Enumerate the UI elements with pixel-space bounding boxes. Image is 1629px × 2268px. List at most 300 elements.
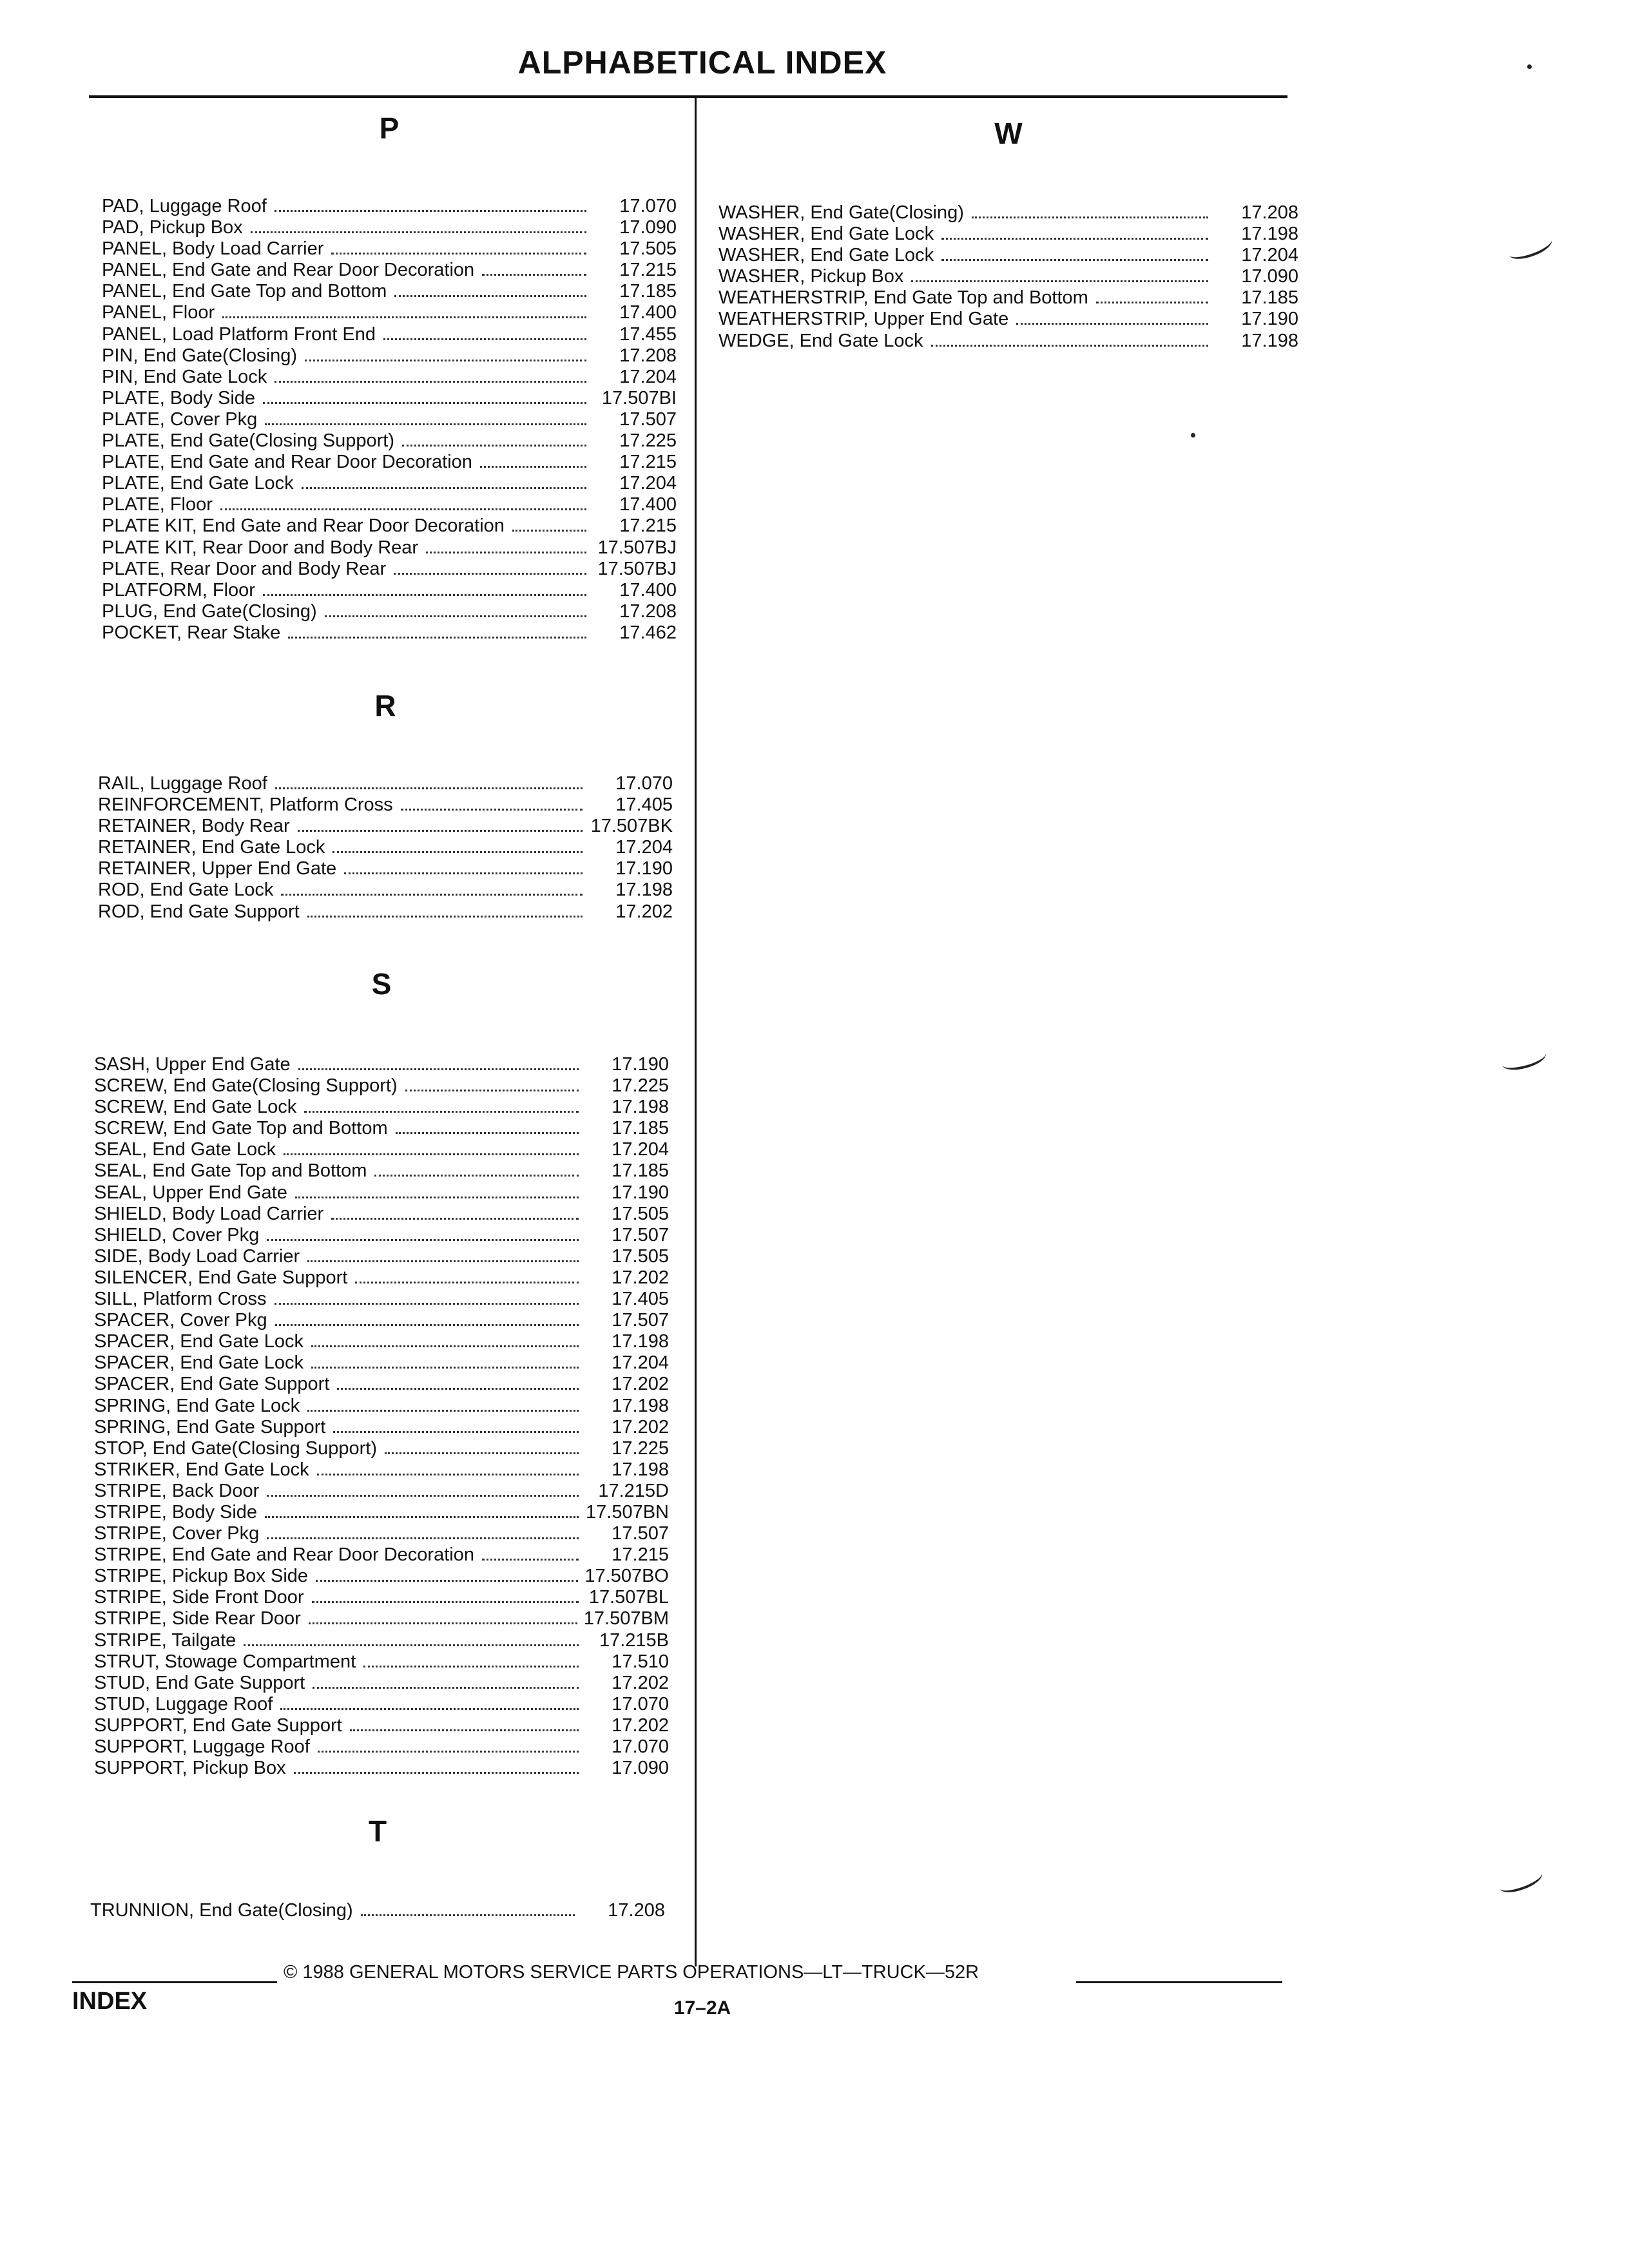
dot-leader	[263, 402, 586, 404]
index-entry	[102, 217, 677, 238]
entry-name: SASH, Upper End Gate	[94, 1054, 291, 1075]
dot-leader	[309, 1622, 577, 1624]
entry-name: STRUT, Stowage Compartment	[94, 1651, 356, 1672]
dot-leader	[280, 1708, 579, 1710]
entry-page: 17.208	[608, 1900, 665, 1921]
dot-leader	[1016, 323, 1208, 325]
dot-leader	[911, 280, 1208, 282]
column-divider	[695, 98, 697, 1966]
entry-page: 17.185	[612, 1160, 669, 1182]
entry-page: 17.202	[612, 1267, 669, 1288]
entry-name: WEDGE, End Gate Lock	[718, 330, 923, 351]
dot-leader	[267, 1495, 579, 1497]
dot-leader	[941, 238, 1208, 240]
index-entry	[94, 1544, 669, 1566]
dot-leader	[298, 1068, 579, 1070]
dot-leader	[361, 1914, 575, 1916]
dot-leader	[222, 316, 586, 318]
entry-name: PLATE KIT, End Gate and Rear Door Decoration	[102, 515, 505, 537]
dot-leader	[401, 809, 583, 811]
dot-leader	[305, 360, 586, 361]
entry-page: 17.198	[612, 1331, 669, 1352]
dot-leader	[337, 1388, 579, 1390]
dot-leader	[344, 872, 583, 874]
index-entry	[94, 1160, 669, 1182]
dot-leader	[311, 1367, 579, 1369]
dot-leader	[263, 594, 586, 596]
index-entry	[94, 1289, 669, 1310]
dot-leader	[267, 1537, 579, 1539]
dot-leader	[394, 573, 586, 575]
entry-name: SPACER, End Gate Support	[94, 1374, 330, 1395]
entry-name: SPACER, Cover Pkg	[94, 1310, 267, 1331]
entry-page: 17.507BM	[583, 1608, 669, 1629]
dot-leader	[295, 1196, 579, 1198]
entry-page: 17.225	[612, 1075, 669, 1097]
index-entry	[102, 302, 677, 323]
dot-leader	[383, 338, 586, 340]
index-entry	[94, 1352, 669, 1374]
entry-page: 17.400	[619, 579, 677, 601]
entry-page: 17.505	[619, 238, 677, 260]
entry-page: 17.198	[1241, 224, 1298, 245]
dot-leader	[265, 423, 586, 425]
index-entry	[102, 260, 677, 281]
section-w	[718, 116, 1298, 352]
dot-leader	[275, 1303, 579, 1305]
entry-page: 17.202	[615, 901, 673, 922]
entry-name: PAD, Pickup Box	[102, 217, 243, 238]
entry-name: PLATE, Floor	[102, 494, 213, 515]
entry-name: STRIPE, Body Side	[94, 1501, 258, 1523]
index-entry	[94, 1139, 669, 1160]
entry-name: PLATE, End Gate Lock	[102, 473, 294, 494]
dot-leader	[294, 1772, 579, 1774]
speck-mark	[1191, 433, 1195, 437]
index-entry	[94, 1310, 669, 1331]
entry-page: 17.225	[612, 1437, 669, 1459]
dot-leader	[374, 1175, 579, 1177]
entry-page: 17.198	[612, 1097, 669, 1118]
index-entry	[94, 1608, 669, 1629]
dot-leader	[307, 1260, 579, 1262]
section-letter: T	[368, 1814, 387, 1848]
entry-name: WEATHERSTRIP, End Gate Top and Bottom	[718, 287, 1088, 309]
entry-name: PLATE, End Gate(Closing Support)	[102, 430, 395, 452]
index-entry	[94, 1374, 669, 1395]
entry-page: 17.185	[619, 281, 677, 302]
entry-name: SCREW, End Gate Top and Bottom	[94, 1118, 388, 1139]
entry-page: 17.215	[612, 1544, 669, 1566]
dot-leader	[355, 1282, 579, 1283]
entry-page: 17.202	[612, 1672, 669, 1693]
entry-page: 17.202	[612, 1715, 669, 1736]
entry-page: 17.405	[615, 794, 673, 816]
index-entry	[98, 879, 673, 901]
index-entry	[94, 1331, 669, 1352]
entry-name: RAIL, Luggage Roof	[98, 773, 267, 794]
dot-leader	[941, 259, 1208, 261]
dot-leader	[482, 1559, 579, 1561]
index-entry	[102, 494, 677, 515]
index-entry	[94, 1459, 669, 1481]
dot-leader	[405, 1090, 579, 1091]
dot-leader	[244, 1644, 579, 1646]
entry-page: 17.507	[612, 1523, 669, 1544]
entry-name: PLATFORM, Floor	[102, 579, 255, 601]
entry-name: SHIELD, Cover Pkg	[94, 1224, 260, 1245]
index-entry	[98, 773, 673, 794]
entry-page: 17.185	[612, 1118, 669, 1139]
entry-page: 17.198	[1241, 330, 1298, 351]
index-entry	[102, 559, 677, 580]
index-entry	[94, 1267, 669, 1289]
entry-name: SPACER, End Gate Lock	[94, 1352, 304, 1374]
entry-name: RETAINER, Upper End Gate	[98, 858, 337, 879]
entry-page: 17.507BJ	[597, 558, 677, 579]
section-letter: W	[994, 117, 1023, 150]
entry-name: STOP, End Gate(Closing Support)	[94, 1437, 377, 1459]
entry-name: STRIPE, Back Door	[94, 1480, 260, 1501]
entry-name: SPRING, End Gate Lock	[94, 1395, 300, 1416]
entry-name: WASHER, End Gate(Closing)	[718, 202, 964, 223]
entry-name: SIDE, Body Load Carrier	[94, 1245, 300, 1267]
dot-leader	[385, 1452, 579, 1454]
dot-leader	[363, 1666, 579, 1667]
entry-name: PANEL, Body Load Carrier	[102, 238, 324, 260]
index-entry	[94, 1182, 669, 1204]
entry-name: STRIPE, Pickup Box Side	[94, 1566, 309, 1587]
entry-page: 17.090	[1241, 266, 1298, 287]
entry-page: 17.225	[619, 430, 677, 452]
index-entry	[94, 1118, 669, 1139]
entry-page: 17.215D	[598, 1480, 669, 1501]
entry-name: SCREW, End Gate(Closing Support)	[94, 1075, 398, 1097]
entry-name: WEATHERSTRIP, Upper End Gate	[718, 309, 1009, 330]
entry-name: PLATE KIT, Rear Door and Body Rear	[102, 537, 419, 558]
entry-name: WASHER, Pickup Box	[718, 266, 904, 287]
dot-leader	[394, 295, 586, 297]
dot-leader	[316, 1580, 578, 1582]
dot-leader	[311, 1345, 579, 1347]
entry-page: 17.507BJ	[597, 537, 677, 558]
entry-name: PIN, End Gate(Closing)	[102, 345, 298, 366]
entry-page: 17.507BI	[601, 387, 677, 408]
index-entry	[98, 901, 673, 923]
index-entry	[102, 388, 677, 409]
entry-page: 17.505	[612, 1245, 669, 1267]
dot-leader	[298, 830, 583, 832]
entry-page: 17.510	[612, 1651, 669, 1672]
entry-page: 17.070	[612, 1693, 669, 1715]
dot-leader	[331, 253, 586, 255]
index-entry	[94, 1630, 669, 1651]
binder-mark	[1500, 1044, 1548, 1073]
entry-page: 17.190	[615, 858, 673, 879]
index-entry	[102, 622, 677, 644]
index-entry	[718, 245, 1298, 266]
section-letter: P	[379, 111, 400, 145]
entry-name: PIN, End Gate Lock	[102, 366, 267, 387]
index-entry	[718, 309, 1298, 330]
entry-name: STRIPE, Side Front Door	[94, 1587, 304, 1608]
entry-page: 17.400	[619, 302, 677, 323]
entry-page: 17.507	[612, 1310, 669, 1331]
dot-leader	[350, 1729, 579, 1731]
dot-leader	[288, 637, 586, 639]
entry-name: SPACER, End Gate Lock	[94, 1331, 304, 1352]
index-entry	[718, 224, 1298, 245]
entry-page: 17.198	[612, 1459, 669, 1480]
entry-page: 17.204	[612, 1352, 669, 1374]
entry-page: 17.462	[619, 622, 677, 643]
dot-leader	[307, 916, 583, 918]
entry-page: 17.204	[615, 837, 673, 858]
entry-name: PANEL, Load Platform Front End	[102, 323, 376, 345]
dot-leader	[333, 851, 583, 853]
index-entry	[94, 1225, 669, 1246]
entry-page: 17.507BO	[584, 1566, 669, 1587]
index-entry	[98, 816, 673, 837]
dot-leader	[972, 216, 1208, 218]
dot-leader	[396, 1132, 579, 1134]
entry-page: 17.190	[612, 1054, 669, 1075]
entry-name: POCKET, Rear Stake	[102, 622, 281, 643]
entry-name: SEAL, End Gate Top and Bottom	[94, 1160, 367, 1182]
index-entry	[94, 1075, 669, 1097]
index-entry	[102, 452, 677, 473]
entry-page: 17.507BN	[586, 1501, 669, 1523]
entry-name: SUPPORT, Luggage Roof	[94, 1736, 310, 1757]
entry-page: 17.507	[612, 1224, 669, 1245]
index-entry	[98, 794, 673, 816]
index-entry	[94, 1694, 669, 1715]
index-entry	[102, 345, 677, 367]
index-entry	[94, 1204, 669, 1225]
entry-page: 17.202	[612, 1416, 669, 1437]
dot-leader	[220, 508, 586, 510]
entry-name: ROD, End Gate Lock	[98, 879, 274, 901]
index-entry	[102, 601, 677, 622]
index-entry	[94, 1054, 669, 1075]
dot-leader	[304, 1111, 579, 1113]
index-entry	[102, 281, 677, 302]
speck-mark	[1527, 64, 1532, 69]
index-entry	[102, 367, 677, 388]
entry-page: 17.505	[612, 1203, 669, 1224]
entry-name: PLATE, End Gate and Rear Door Decoration	[102, 452, 472, 473]
header-rule	[89, 95, 1287, 98]
index-entry	[94, 1246, 669, 1267]
dot-leader	[275, 1324, 579, 1326]
entry-page: 17.204	[1241, 245, 1298, 266]
index-entry	[718, 266, 1298, 287]
dot-leader	[402, 445, 586, 447]
index-entry	[94, 1566, 669, 1587]
entry-page: 17.204	[612, 1139, 669, 1160]
footer-rule-left	[72, 1981, 277, 1983]
index-entry	[94, 1097, 669, 1118]
index-entry	[94, 1438, 669, 1459]
dot-leader	[275, 787, 583, 789]
entry-page: 17.190	[612, 1182, 669, 1203]
entry-name: ROD, End Gate Support	[98, 901, 300, 922]
index-entry	[102, 238, 677, 260]
dot-leader	[251, 231, 586, 233]
index-entry	[102, 515, 677, 537]
entry-name: STRIPE, Tailgate	[94, 1629, 236, 1651]
dot-leader	[265, 1516, 579, 1518]
dot-leader	[275, 381, 586, 383]
entry-name: WASHER, End Gate Lock	[718, 224, 934, 245]
index-entry	[94, 1715, 669, 1736]
entry-name: RETAINER, Body Rear	[98, 816, 290, 837]
entry-page: 17.215B	[599, 1629, 669, 1651]
entry-name: SEAL, Upper End Gate	[94, 1182, 287, 1203]
entry-list	[718, 202, 1298, 352]
index-entry	[718, 202, 1298, 224]
entry-page: 17.070	[615, 773, 673, 794]
entry-name: STUD, End Gate Support	[94, 1672, 305, 1693]
dot-leader	[333, 1431, 579, 1433]
entry-page: 17.070	[619, 196, 677, 216]
entry-page: 17.208	[619, 345, 677, 366]
entry-page: 17.070	[612, 1736, 669, 1757]
entry-name: PLUG, End Gate(Closing)	[102, 601, 317, 622]
dot-leader	[426, 552, 586, 553]
entry-page: 17.405	[612, 1289, 669, 1310]
index-entry	[102, 430, 677, 452]
index-entry	[102, 409, 677, 430]
index-entry	[102, 537, 677, 559]
binder-mark	[1506, 231, 1554, 264]
dot-leader	[313, 1687, 579, 1689]
entry-name: WASHER, End Gate Lock	[718, 245, 934, 266]
entry-name: STRIPE, End Gate and Rear Door Decoration	[94, 1544, 474, 1566]
entry-page: 17.202	[612, 1374, 669, 1395]
dot-leader	[281, 894, 583, 896]
entry-page: 17.208	[619, 601, 677, 622]
entry-list	[98, 773, 673, 923]
index-entry	[94, 1417, 669, 1438]
entry-name: PAD, Luggage Roof	[102, 196, 267, 216]
entry-name: PLATE, Cover Pkg	[102, 408, 258, 430]
index-entry	[94, 1651, 669, 1673]
index-entry	[102, 324, 677, 345]
dot-leader	[302, 487, 586, 489]
entry-page: 17.090	[619, 217, 677, 238]
footer-index-label: INDEX	[72, 1988, 148, 2015]
section-r	[98, 688, 673, 923]
binder-mark	[1496, 1865, 1545, 1897]
dot-leader	[1096, 302, 1208, 303]
entry-page: 17.090	[612, 1758, 669, 1779]
index-entry	[94, 1523, 669, 1544]
entry-name: SUPPORT, Pickup Box	[94, 1758, 286, 1779]
section-letter: S	[371, 967, 392, 1001]
entry-name: PLATE, Rear Door and Body Rear	[102, 558, 387, 579]
dot-leader	[312, 1601, 579, 1603]
entry-name: STRIPE, Side Rear Door	[94, 1608, 301, 1629]
dot-leader	[307, 1410, 579, 1412]
dot-leader	[318, 1751, 579, 1753]
entry-page: 17.215	[619, 260, 677, 281]
section-s	[94, 966, 669, 1779]
index-entry	[94, 1396, 669, 1417]
entry-page: 17.455	[619, 323, 677, 345]
dot-leader	[317, 1474, 579, 1475]
entry-list	[90, 1900, 665, 1921]
entry-name: SPRING, End Gate Support	[94, 1416, 326, 1437]
index-entry	[98, 858, 673, 879]
footer-rule-right	[1076, 1981, 1282, 1983]
index-entry	[718, 331, 1298, 352]
dot-leader	[512, 530, 586, 532]
entry-name: SUPPORT, End Gate Support	[94, 1715, 342, 1736]
entry-page: 17.215	[619, 452, 677, 473]
footer-copyright: © 1988 GENERAL MOTORS SERVICE PARTS OPERATIONS—LT—TRUCK—52R	[284, 1962, 979, 1983]
entry-name: SEAL, End Gate Lock	[94, 1139, 276, 1160]
entry-name: PLATE, Body Side	[102, 387, 256, 408]
index-entry	[718, 287, 1298, 309]
entry-name: SILL, Platform Cross	[94, 1289, 267, 1310]
index-entry	[94, 1736, 669, 1758]
entry-name: PANEL, End Gate and Rear Door Decoration	[102, 260, 475, 281]
entry-name: STUD, Luggage Roof	[94, 1693, 273, 1715]
dot-leader	[267, 1239, 579, 1241]
entry-page: 17.204	[619, 473, 677, 494]
entry-name: STRIPE, Cover Pkg	[94, 1523, 260, 1544]
index-entry	[94, 1587, 669, 1608]
entry-name: SHIELD, Body Load Carrier	[94, 1203, 324, 1224]
dot-leader	[331, 1218, 579, 1220]
entry-name: SILENCER, End Gate Support	[94, 1267, 348, 1288]
entry-page: 17.507	[619, 408, 677, 430]
entry-page: 17.190	[1241, 309, 1298, 330]
entry-list	[102, 196, 677, 644]
entry-page: 17.204	[619, 366, 677, 387]
dot-leader	[480, 466, 586, 468]
index-entry	[94, 1758, 669, 1779]
section-t	[90, 1814, 665, 1921]
index-entry	[90, 1900, 665, 1921]
entry-name: SCREW, End Gate Lock	[94, 1097, 297, 1118]
entry-page: 17.185	[1241, 287, 1298, 309]
index-entry	[102, 473, 677, 494]
entry-page: 17.507BL	[588, 1587, 669, 1608]
index-entry	[98, 837, 673, 858]
dot-leader	[931, 345, 1208, 347]
dot-leader	[482, 274, 586, 276]
section-p	[102, 111, 677, 644]
dot-leader	[325, 615, 586, 617]
entry-page: 17.507BK	[590, 816, 673, 837]
entry-name: PANEL, Floor	[102, 302, 215, 323]
entry-name: PANEL, End Gate Top and Bottom	[102, 281, 387, 302]
entry-list	[94, 1054, 669, 1779]
entry-name: RETAINER, End Gate Lock	[98, 837, 325, 858]
entry-name: TRUNNION, End Gate(Closing)	[90, 1900, 353, 1921]
index-entry	[102, 580, 677, 601]
entry-name: STRIKER, End Gate Lock	[94, 1459, 309, 1480]
section-letter: R	[374, 689, 396, 722]
index-entry	[94, 1502, 669, 1523]
dot-leader	[275, 210, 586, 212]
index-entry	[94, 1481, 669, 1502]
index-entry	[102, 196, 677, 217]
footer-page-number: 17–2A	[673, 1997, 731, 2019]
entry-page: 17.208	[1241, 202, 1298, 223]
